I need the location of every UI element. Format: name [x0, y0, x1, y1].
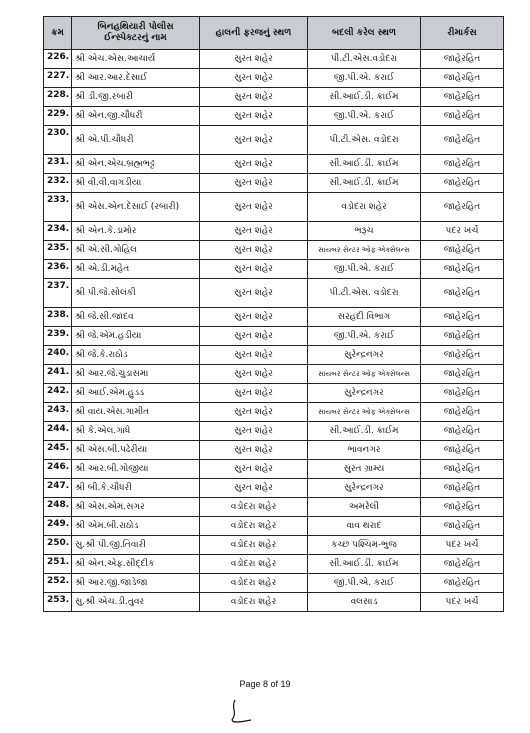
header-serial: ક્રમ — [44, 17, 72, 50]
current-posting-cell: સુરત શહેર — [200, 346, 308, 365]
table-row — [44, 69, 504, 88]
transfer-place-cell: સાયબર સેન્ટર ઓફ એક્સેલન્સ — [308, 241, 421, 260]
serial-cell: 227. — [44, 69, 72, 88]
serial-cell: 247. — [44, 479, 72, 498]
remarks-cell: જાહેરહિત — [421, 384, 504, 403]
transfer-place-cell: જી.પી.એ. કરાઈ — [308, 327, 421, 346]
header-transfer-place: બદલી કરેલ સ્થળ — [308, 17, 421, 50]
name-cell: શ્રી વાય.એસ.ગામીત — [72, 403, 200, 422]
transfer-table — [43, 16, 504, 612]
transfer-place-cell: સુરેન્દ્રનગર — [308, 384, 421, 403]
name-cell: શ્રી વી.વી.વાગડીયા — [72, 174, 200, 193]
transfer-place-cell: પી.ટી.એસ.વડોદરા — [308, 50, 421, 69]
current-posting-cell: સુરત શહેર — [200, 69, 308, 88]
table-row — [44, 241, 504, 260]
table-row — [44, 441, 504, 460]
name-cell: શ્રી જે.સી.જાદવ — [72, 308, 200, 327]
name-cell: શ્રી એ.ડી.મહેત — [72, 260, 200, 279]
table-row — [44, 126, 504, 155]
transfer-place-cell: ભાવનગર — [308, 441, 421, 460]
remarks-cell: જાહેરહિત — [421, 403, 504, 422]
serial-cell: 249. — [44, 517, 72, 536]
name-cell: સુ.શ્રી પી.જી.તિવારી — [72, 536, 200, 555]
serial-cell: 243. — [44, 403, 72, 422]
name-cell: શ્રી એસ.એમ.સગર — [72, 498, 200, 517]
remarks-cell: જાહેરહિત — [421, 279, 504, 308]
remarks-cell: જાહેરહિત — [421, 107, 504, 126]
transfer-place-cell: વલસાડ — [308, 593, 421, 612]
header-remarks: રીમાર્કસ — [421, 17, 504, 50]
current-posting-cell: વડોદરા શહેર — [200, 498, 308, 517]
remarks-cell: પદર ખર્ચે — [421, 593, 504, 612]
serial-cell: 231. — [44, 155, 72, 174]
name-cell: શ્રી એસ.એન.દેસાઈ (રબારી) — [72, 193, 200, 222]
transfer-table-container — [43, 16, 503, 612]
remarks-cell: જાહેરહિત — [421, 88, 504, 107]
table-row — [44, 555, 504, 574]
serial-cell: 237. — [44, 279, 72, 308]
serial-cell: 244. — [44, 422, 72, 441]
serial-cell: 240. — [44, 346, 72, 365]
serial-cell: 239. — [44, 327, 72, 346]
remarks-cell: જાહેરહિત — [421, 365, 504, 384]
current-posting-cell: સુરત શહેર — [200, 479, 308, 498]
header-current-posting: હાલની ફરજનું સ્થળ — [200, 17, 308, 50]
current-posting-cell: સુરત શહેર — [200, 460, 308, 479]
name-cell: શ્રી આઈ.એમ.હુડડ — [72, 384, 200, 403]
transfer-place-cell: સાયબર સેન્ટર ઓફ એક્સેલન્સ — [308, 403, 421, 422]
current-posting-cell: સુરત શહેર — [200, 384, 308, 403]
transfer-place-cell: સી.આઈ.ડી. ક્રાઈમ — [308, 174, 421, 193]
serial-cell: 251. — [44, 555, 72, 574]
current-posting-cell: સુરત શહેર — [200, 50, 308, 69]
remarks-cell: જાહેરહિત — [421, 346, 504, 365]
transfer-place-cell: સુરેન્દ્રનગર — [308, 479, 421, 498]
table-row — [44, 403, 504, 422]
name-cell: શ્રી એચ.એસ.આચાર્ય — [72, 50, 200, 69]
name-cell: શ્રી આર.આર.દેસાઈ — [72, 69, 200, 88]
table-row — [44, 222, 504, 241]
transfer-place-cell: વડોદરા શહેર — [308, 193, 421, 222]
name-cell: સુ.શ્રી એચ.ડી.તુવર — [72, 593, 200, 612]
serial-cell: 236. — [44, 260, 72, 279]
serial-cell: 233. — [44, 193, 72, 222]
serial-cell: 246. — [44, 460, 72, 479]
remarks-cell: જાહેરહિત — [421, 155, 504, 174]
current-posting-cell: સુરત શહેર — [200, 308, 308, 327]
transfer-place-cell: કચ્છ પશ્ચિમ-ભુજ — [308, 536, 421, 555]
serial-cell: 248. — [44, 498, 72, 517]
name-cell: શ્રી એમ.બી.રાઠોડ — [72, 517, 200, 536]
remarks-cell: જાહેરહિત — [421, 555, 504, 574]
table-row — [44, 260, 504, 279]
transfer-place-cell: સાયબર સેન્ટર ઓફ એક્સેલન્સ — [308, 365, 421, 384]
table-row — [44, 517, 504, 536]
serial-cell: 238. — [44, 308, 72, 327]
name-cell: શ્રી ડી.જી.રબારી — [72, 88, 200, 107]
table-row — [44, 365, 504, 384]
current-posting-cell: સુરત શહેર — [200, 193, 308, 222]
name-cell: શ્રી એન.કે.ડામોર — [72, 222, 200, 241]
current-posting-cell: સુરત શહેર — [200, 155, 308, 174]
current-posting-cell: સુરત શહેર — [200, 403, 308, 422]
remarks-cell: જાહેરહિત — [421, 498, 504, 517]
transfer-place-cell: પી.ટી.એસ. વડોદરા — [308, 279, 421, 308]
table-row — [44, 308, 504, 327]
current-posting-cell: સુરત શહેર — [200, 126, 308, 155]
name-cell: શ્રી આર.બી.ગોજીયા — [72, 460, 200, 479]
table-row — [44, 193, 504, 222]
name-cell: શ્રી એસ.બી.પઢેરીયા — [72, 441, 200, 460]
transfer-place-cell: સી.આઈ.ડી. ક્રાઈમ — [308, 555, 421, 574]
header-name: બિનહથિયારી પોલીસ ઈન્સ્પેક્ટરનું નામ — [72, 17, 200, 50]
transfer-place-cell: સી.આઈ.ડી. ક્રાઈમ — [308, 155, 421, 174]
table-row — [44, 536, 504, 555]
serial-cell: 241. — [44, 365, 72, 384]
transfer-place-cell: સુરેન્દ્રનગર — [308, 346, 421, 365]
remarks-cell: જાહેરહિત — [421, 50, 504, 69]
name-cell: શ્રી એન.જી.ચૌધરી — [72, 107, 200, 126]
remarks-cell: જાહેરહિત — [421, 479, 504, 498]
serial-cell: 245. — [44, 441, 72, 460]
name-cell: શ્રી આર.જી.જાડેજા — [72, 574, 200, 593]
transfer-place-cell: અમરેલી — [308, 498, 421, 517]
remarks-cell: જાહેરહિત — [421, 308, 504, 327]
current-posting-cell: વડોદરા શહેર — [200, 536, 308, 555]
remarks-cell: જાહેરહિત — [421, 126, 504, 155]
current-posting-cell: વડોદરા શહેર — [200, 517, 308, 536]
table-row — [44, 460, 504, 479]
serial-cell: 242. — [44, 384, 72, 403]
remarks-cell: જાહેરહિત — [421, 241, 504, 260]
name-cell: શ્રી પી.જે.સોલંકી — [72, 279, 200, 308]
remarks-cell: જાહેરહિત — [421, 327, 504, 346]
table-row — [44, 155, 504, 174]
transfer-place-cell: ભરૂચ — [308, 222, 421, 241]
remarks-cell: જાહેરહિત — [421, 260, 504, 279]
table-row — [44, 422, 504, 441]
transfer-place-cell: જી.પી.એ. કરાઈ — [308, 574, 421, 593]
remarks-cell: જાહેરહિત — [421, 422, 504, 441]
name-cell: શ્રી એ.પી.ચૌધરી — [72, 126, 200, 155]
serial-cell: 234. — [44, 222, 72, 241]
serial-cell: 235. — [44, 241, 72, 260]
remarks-cell: પદર ખર્ચે — [421, 536, 504, 555]
current-posting-cell: સુરત શહેર — [200, 107, 308, 126]
table-row — [44, 174, 504, 193]
serial-cell: 252. — [44, 574, 72, 593]
transfer-place-cell: પી.ટી.એસ. વડોદરા — [308, 126, 421, 155]
current-posting-cell: સુરત શહેર — [200, 174, 308, 193]
transfer-place-cell: વાવ થરાદ — [308, 517, 421, 536]
page-number: Page 8 of 19 — [239, 679, 291, 689]
table-row — [44, 346, 504, 365]
transfer-place-cell: જી.પી.એ. કરાઈ — [308, 107, 421, 126]
remarks-cell: જાહેરહિત — [421, 517, 504, 536]
current-posting-cell: વડોદરા શહેર — [200, 555, 308, 574]
current-posting-cell: સુરત શહેર — [200, 365, 308, 384]
serial-cell: 253. — [44, 593, 72, 612]
serial-cell: 228. — [44, 88, 72, 107]
table-row — [44, 384, 504, 403]
name-cell: શ્રી જે.એમ.હડીયા — [72, 327, 200, 346]
table-row — [44, 498, 504, 517]
table-row — [44, 279, 504, 308]
name-cell: શ્રી જે.કે.રાઠોડ — [72, 346, 200, 365]
table-header-row — [44, 17, 504, 50]
remarks-cell: જાહેરહિત — [421, 193, 504, 222]
remarks-cell: પદર ખર્ચે — [421, 222, 504, 241]
remarks-cell: જાહેરહિત — [421, 69, 504, 88]
current-posting-cell: સુરત શહેર — [200, 441, 308, 460]
table-row — [44, 574, 504, 593]
table-row — [44, 593, 504, 612]
name-cell: શ્રી એ.સી.ગોહિલ — [72, 241, 200, 260]
table-row — [44, 479, 504, 498]
remarks-cell: જાહેરહિત — [421, 460, 504, 479]
transfer-place-cell: સી.આઈ.ડી. ક્રાઈમ — [308, 88, 421, 107]
current-posting-cell: સુરત શહેર — [200, 241, 308, 260]
transfer-place-cell: જી.પી.એ. કરાઈ — [308, 260, 421, 279]
table-body — [44, 50, 504, 612]
name-cell: શ્રી એન.એફ.સીદ્દીક — [72, 555, 200, 574]
signature-mark — [221, 698, 261, 728]
transfer-place-cell: સરહદી વિભાગ — [308, 308, 421, 327]
table-row — [44, 88, 504, 107]
name-cell: શ્રી આર.જે.ચુડાસમા — [72, 365, 200, 384]
transfer-place-cell: સુરત ગ્રામ્ય — [308, 460, 421, 479]
current-posting-cell: સુરત શહેર — [200, 260, 308, 279]
remarks-cell: જાહેરહિત — [421, 174, 504, 193]
current-posting-cell: સુરત શહેર — [200, 88, 308, 107]
current-posting-cell: સુરત શહેર — [200, 222, 308, 241]
table-row — [44, 107, 504, 126]
current-posting-cell: સુરત શહેર — [200, 422, 308, 441]
table-row — [44, 50, 504, 69]
serial-cell: 250. — [44, 536, 72, 555]
current-posting-cell: વડોદરા શહેર — [200, 593, 308, 612]
serial-cell: 230. — [44, 126, 72, 155]
current-posting-cell: વડોદરા શહેર — [200, 574, 308, 593]
serial-cell: 232. — [44, 174, 72, 193]
remarks-cell: જાહેરહિત — [421, 441, 504, 460]
current-posting-cell: સુરત શહેર — [200, 279, 308, 308]
name-cell: શ્રી બી.કે.ચૌધરી — [72, 479, 200, 498]
transfer-place-cell: જી.પી.એ. કરાઈ — [308, 69, 421, 88]
serial-cell: 229. — [44, 107, 72, 126]
current-posting-cell: સુરત શહેર — [200, 327, 308, 346]
serial-cell: 226. — [44, 50, 72, 69]
transfer-place-cell: સી.આઈ.ડી. ક્રાઈમ — [308, 422, 421, 441]
table-row — [44, 327, 504, 346]
name-cell: શ્રી કે.એલ.ગાધે — [72, 422, 200, 441]
remarks-cell: જાહેરહિત — [421, 574, 504, 593]
name-cell: શ્રી એન.એચ.બ્રહ્મભટ્ટ — [72, 155, 200, 174]
